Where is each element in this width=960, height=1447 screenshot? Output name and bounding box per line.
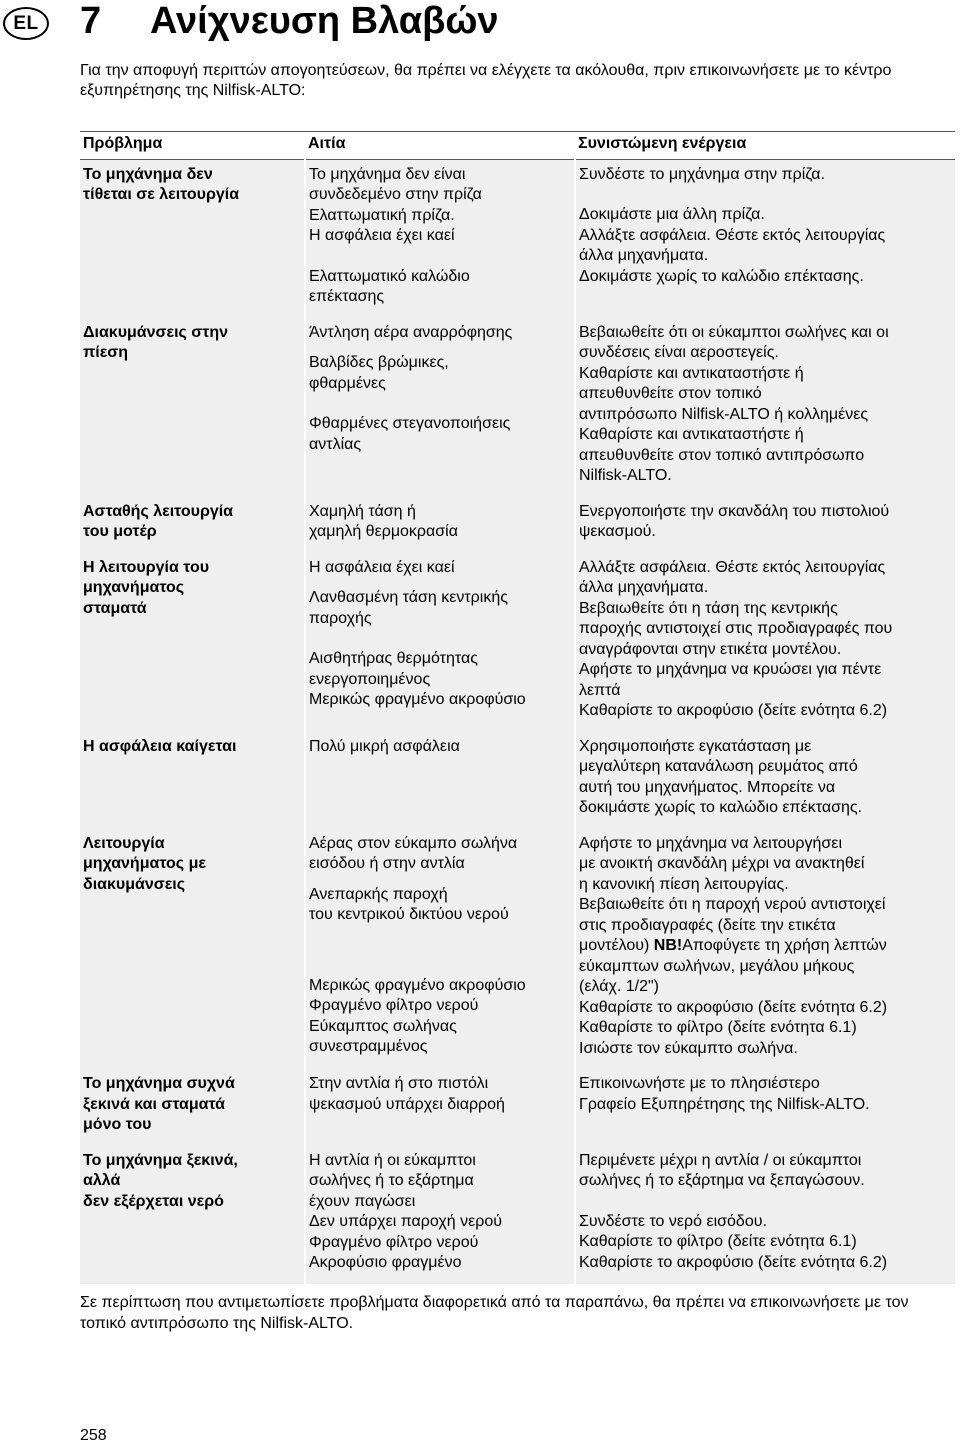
problem-cell: [80, 732, 305, 829]
problem-line: δεν εξέρχεται νερό: [83, 1192, 224, 1210]
cause-line: Δεν υπάρχει παροχή νερού: [309, 1213, 502, 1230]
cause-line: Ελαττωματικό καλώδιο: [309, 267, 470, 285]
action-line: Συνδέστε το νερό εισόδου.: [579, 1212, 767, 1230]
table-row: [80, 1146, 955, 1284]
cause-line: ψεκασμού υπάρχει διαρροή: [309, 1095, 505, 1113]
page-title: Ανίχνευση Βλαβών: [150, 0, 499, 42]
action-text: μοντέλου): [579, 937, 650, 954]
cause-line: Εύκαμπτος σωλήνας: [309, 1017, 457, 1035]
cause-line: Στην αντλία ή στο πιστόλι: [309, 1075, 489, 1092]
action-cell: [575, 1069, 955, 1146]
cause-line: Χαμηλή τάση ή: [309, 502, 416, 520]
action-line: Καθαρίστε το ακροφύσιο (δείτε ενότητα 6.2): [579, 1253, 888, 1271]
cause-line: Βαλβίδες βρώμικες,: [309, 354, 449, 371]
action-cell: [575, 732, 955, 829]
action-line: στις προδιαγραφές (δείτε την ετικέτα: [579, 916, 836, 934]
problem-line: Η λειτουργία του: [83, 558, 210, 576]
cause-line: Φραγμένο φίλτρο νερού: [309, 997, 479, 1014]
problem-cell: [80, 159, 305, 318]
problem-line: μηχανήματος: [83, 579, 185, 596]
cause-line: Αέρας στον εύκαμπο σωλήνα: [309, 834, 518, 852]
language-badge: EL: [3, 7, 49, 40]
cause-cell: [305, 553, 575, 732]
action-line: Nilfisk-ALTO.: [579, 467, 672, 484]
problem-cell: [80, 318, 305, 497]
action-line: [579, 936, 951, 957]
cause-line: σωλήνες ή το εξάρτημα: [309, 1172, 474, 1189]
action-line: Καθαρίστε και αντικαταστήστε ή: [579, 426, 804, 443]
cause-line: Ανεπαρκής παροχή: [309, 885, 448, 903]
cause-line: Η ασφάλεια έχει καεί: [309, 558, 455, 576]
problem-line: Η ασφάλεια καίγεται: [83, 737, 237, 755]
problem-line: Το μηχάνημα ξεκινά,: [83, 1151, 238, 1169]
action-cell: [575, 553, 955, 732]
cause-line: Μερικώς φραγμένο ακροφύσιο: [309, 691, 526, 708]
problem-line: Ασταθής λειτουργία: [83, 502, 234, 520]
cause-line: Φθαρμένες στεγανοποιήσεις: [309, 415, 511, 432]
problem-line: ξεκινά και σταματά: [83, 1095, 226, 1113]
troubleshooting-table: [80, 131, 955, 1284]
problem-cell: [80, 497, 305, 553]
problem-line: μόνο του: [83, 1116, 152, 1133]
problem-line: Λειτουργία: [83, 834, 165, 852]
action-line: Καθαρίστε το ακροφύσιο (δείτε ενότητα 6.2): [579, 702, 888, 719]
action-line: Ισιώστε τον εύκαμπτο σωλήνα.: [579, 1039, 798, 1057]
action-line: Αφήστε το μηχάνημα να κρυώσει για πέντε: [579, 661, 882, 678]
cause-line: ενεργοποιημένος: [309, 670, 431, 688]
action-line: συνδέσεις είναι αεροστεγείς.: [579, 344, 779, 361]
page-number: 258: [80, 1427, 107, 1444]
header-cause: Αιτία: [305, 132, 575, 160]
action-line: αυτή του μηχανήματος. Μπορείτε να: [579, 778, 836, 796]
action-line: Βεβαιωθείτε ότι οι εύκαμπτοι σωλήνες και οι: [579, 323, 889, 341]
cause-cell: [305, 1146, 575, 1284]
action-line: εύκαμπτων σωλήνων, μεγάλου μήκους: [579, 957, 855, 975]
action-line: Βεβαιωθείτε ότι η παροχή νερού αντιστοιχεί: [579, 896, 886, 913]
action-line: Επικοινωνήστε με το πλησιέστερο: [579, 1075, 820, 1092]
action-line: παροχής αντιστοιχεί στις προδιαγραφές που: [579, 620, 893, 637]
table-row: [80, 497, 955, 553]
cause-cell: [305, 829, 575, 1070]
action-line: Αφήστε το μηχάνημα να λειτουργήσει: [579, 834, 842, 852]
table-row: [80, 318, 955, 497]
action-line: Συνδέστε το μηχάνημα στην πρίζα.: [579, 165, 825, 183]
intro-paragraph: Για την αποφυγή περιττών απογοητεύσεων, θα πρέπει να ελέγχετε τα ακόλουθα, πριν επικοινωνήσετε με το κέντρο εξυπηρέτησης της Nilfisk-ALTO:: [80, 62, 892, 99]
table-row: [80, 553, 955, 732]
action-cell: [575, 497, 955, 553]
action-line: (ελάχ. 1/2"): [579, 978, 660, 995]
action-line: Περιμένετε μέχρι η αντλία / οι εύκαμπτοι: [579, 1151, 862, 1169]
cause-line: Λανθασμένη τάση κεντρικής: [309, 589, 508, 606]
problem-line: του μοτέρ: [83, 523, 157, 540]
action-line: άλλα μηχανήματα.: [579, 579, 709, 596]
action-line: Καθαρίστε και αντικαταστήστε ή: [579, 364, 804, 382]
action-line: δοκιμάστε χωρίς το καλώδιο επέκτασης.: [579, 799, 862, 816]
problem-cell: [80, 829, 305, 1070]
action-cell: [575, 1146, 955, 1284]
cause-line: Ελαττωματική πρίζα.: [309, 206, 455, 224]
action-cell: [575, 159, 955, 318]
problem-line: τίθεται σε λειτουργία: [83, 186, 240, 203]
action-cell: [575, 318, 955, 497]
action-line: με ανοικτή σκανδάλη μέχρι να ανακτηθεί: [579, 855, 865, 872]
problem-line: Το μηχάνημα συχνά: [83, 1075, 235, 1092]
note-label: NB!: [653, 937, 683, 954]
action-line: Χρησιμοποιήστε εγκατάσταση με: [579, 737, 812, 755]
header-action: Συνιστώμενη ενέργεια: [575, 132, 955, 160]
cause-line: συνδεδεμένο στην πρίζα: [309, 186, 482, 203]
action-line: Καθαρίστε το φίλτρο (δείτε ενότητα 6.1): [579, 1019, 857, 1036]
cause-cell: [305, 318, 575, 497]
table-row: [80, 159, 955, 318]
cause-line: Η αντλία ή οι εύκαμπτοι: [309, 1151, 476, 1169]
cause-line: Αισθητήρας θερμότητας: [309, 650, 478, 667]
header-problem: Πρόβλημα: [80, 132, 305, 160]
cause-line: αντλίας: [309, 435, 362, 453]
cause-cell: [305, 497, 575, 553]
cause-cell: [305, 1069, 575, 1146]
cause-line: χαμηλή θερμοκρασία: [309, 523, 458, 540]
table-header-row: [80, 132, 955, 160]
problem-line: σταματά: [83, 599, 147, 617]
table-row: [80, 829, 955, 1070]
cause-line: φθαρμένες: [309, 374, 386, 392]
action-line: Καθαρίστε το ακροφύσιο (δείτε ενότητα 6.2): [579, 998, 888, 1016]
action-line: Καθαρίστε το φίλτρο (δείτε ενότητα 6.1): [579, 1233, 857, 1250]
table-row: [80, 1069, 955, 1146]
action-line: Δοκιμάστε μια άλλη πρίζα.: [579, 206, 765, 223]
problem-line: μηχανήματος με: [83, 855, 206, 872]
cause-line: συνεστραμμένος: [309, 1038, 428, 1055]
action-line: η κανονική πίεση λειτουργίας.: [579, 875, 789, 893]
closing-paragraph: Σε περίπτωση που αντιμετωπίσετε προβλήματα διαφορετικά από τα παραπάνω, θα πρέπει να επικοινωνήσετε με τον τοπικό αντιπρόσωπο της Nilfisk-ALTO.: [80, 1294, 909, 1332]
action-line: Γραφείο Εξυπηρέτησης της Nilfisk-ALTO.: [579, 1095, 870, 1113]
action-line: Ενεργοποιήστε την σκανδάλη του πιστολιού: [579, 502, 890, 520]
problem-cell: [80, 1069, 305, 1146]
table-row: [80, 732, 955, 829]
action-line: αντιπρόσωπο Nilfisk-ALTO ή κολλημένες: [579, 405, 869, 423]
problem-cell: [80, 553, 305, 732]
action-line: λεπτά: [579, 681, 621, 699]
action-line: Βεβαιωθείτε ότι η τάση της κεντρικής: [579, 599, 838, 617]
cause-line: επέκτασης: [309, 288, 385, 305]
action-line: αναγράφονται στην ετικέτα μοντέλου.: [579, 640, 842, 658]
action-line: Αλλάξτε ασφάλεια. Θέστε εκτός λειτουργίας: [579, 558, 886, 576]
cause-cell: [305, 159, 575, 318]
cause-line: Η ασφάλεια έχει καεί: [309, 227, 455, 244]
cause-cell: [305, 732, 575, 829]
action-line: άλλα μηχανήματα.: [579, 247, 709, 264]
problem-cell: [80, 1146, 305, 1284]
problem-line: αλλά: [83, 1172, 121, 1189]
cause-line: Ακροφύσιο φραγμένο: [309, 1254, 462, 1271]
action-line: Δοκιμάστε χωρίς το καλώδιο επέκτασης.: [579, 267, 864, 285]
action-text: Αποφύγετε τη χρήση λεπτών: [682, 937, 887, 954]
cause-line: του κεντρικού δικτύου νερού: [309, 906, 509, 923]
cause-line: Μερικώς φραγμένο ακροφύσιο: [309, 976, 526, 994]
chapter-number: 7: [80, 0, 102, 42]
cause-line: Πολύ μικρή ασφάλεια: [309, 737, 460, 755]
cause-line: Το μηχάνημα δεν είναι: [309, 165, 466, 183]
action-line: απευθυνθείτε στον τοπικό αντιπρόσωπο: [579, 446, 865, 464]
problem-line: διακυμάνσεις: [83, 875, 186, 893]
action-line: Αλλάξτε ασφάλεια. Θέστε εκτός λειτουργίας: [579, 226, 886, 244]
cause-line: παροχής: [309, 609, 372, 627]
cause-line: έχουν παγώσει: [309, 1192, 416, 1210]
problem-line: πίεση: [83, 344, 129, 361]
cause-line: εισόδου ή στην αντλία: [309, 855, 465, 872]
action-line: απευθυνθείτε στον τοπικό: [579, 385, 762, 402]
action-cell: [575, 829, 955, 1070]
cause-line: Άντληση αέρα αναρρόφησης: [309, 323, 513, 341]
cause-line: Φραγμένο φίλτρο νερού: [309, 1233, 479, 1251]
action-line: μεγαλύτερη κατανάλωση ρευμάτος από: [579, 758, 858, 775]
problem-line: Το μηχάνημα δεν: [83, 165, 213, 183]
problem-line: Διακυμάνσεις στην: [83, 323, 229, 341]
action-line: σωλήνες ή το εξάρτημα να ξεπαγώσουν.: [579, 1172, 865, 1189]
action-line: ψεκασμού.: [579, 523, 656, 540]
